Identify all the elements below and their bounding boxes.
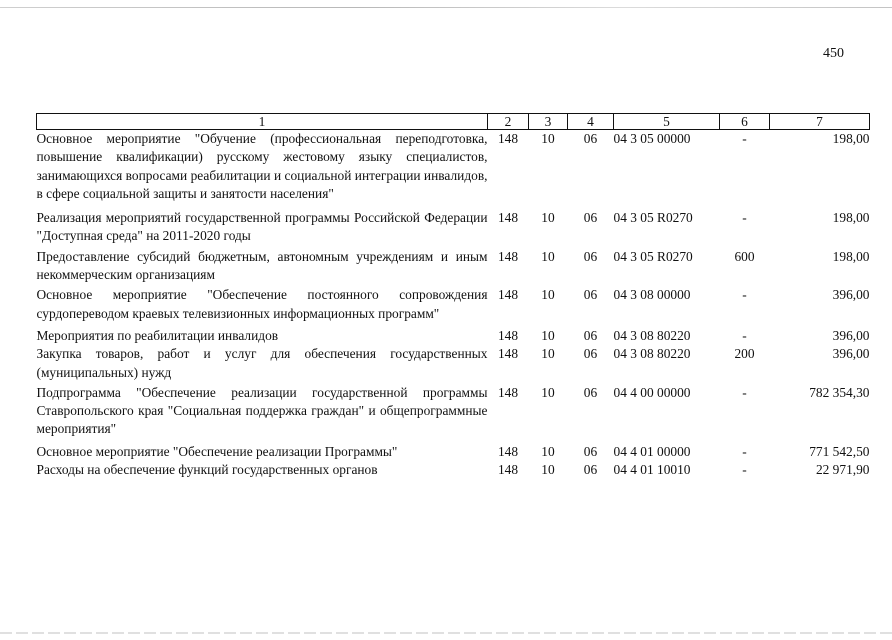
row-expense-type: 200 [734,346,755,362]
row-name: Подпрограмма "Обеспечение реализации государственной программы Ставропольского края "Социальная поддержка граждан" и общепрограммные мероприятия" [36,384,488,437]
page-number: 450 [823,46,844,61]
row-amount: 198,00 [832,131,870,146]
header-col-4: 4 [568,114,614,130]
row-program-code: 04 3 05 00000 [613,131,691,146]
row-expense-type: - [742,462,747,478]
row-amount: 396,00 [832,346,870,362]
row-ministry-code: 148 [497,287,519,303]
row-name: Основное мероприятие "Обеспечение реализации Программы" [36,443,398,459]
row-ministry-code: 148 [497,248,519,264]
row-name: Основное мероприятие "Обучение (профессиональная переподготовка, повышение квалификации) русскому жестовому языку специалистов, занимающихся вопросами реабилитации и социальной интеграции инвалидов, в сфере социальной защиты и занятости населения" [36,131,488,201]
row-name: Мероприятия по реабилитации инвалидов [36,327,279,343]
row-subsection-code: 06 [583,248,598,264]
row-ministry-code: 148 [497,131,519,146]
row-expense-type: - [742,287,747,303]
header-col-2: 2 [488,114,529,130]
row-program-code: 04 3 05 R0270 [613,248,693,264]
row-expense-type: - [742,384,747,400]
row-subsection-code: 06 [583,131,598,146]
row-subsection-code: 06 [583,384,598,400]
row-program-code: 04 4 01 10010 [613,462,691,478]
row-section-code: 10 [541,384,555,400]
row-name: Предоставление субсидий бюджетным, автономным учреждениям и иным некоммерческим организациям [36,248,488,283]
row-expense-type: - [742,327,747,343]
table-body [37,130,870,480]
table-row [37,345,870,384]
row-section-code: 10 [541,131,555,146]
row-section-code: 10 [541,287,555,303]
row-ministry-code: 148 [497,384,519,400]
header-col-5: 5 [614,114,720,130]
row-expense-type: - [742,210,747,226]
row-section-code: 10 [541,462,555,478]
row-name: Основное мероприятие "Обеспечение постоянного сопровождения сурдопереводом краевых телевизионных информационных программ" [36,287,488,321]
row-ministry-code: 148 [497,346,519,362]
header-col-3: 3 [529,114,568,130]
row-section-code: 10 [541,346,555,362]
table-row [37,209,870,248]
row-program-code: 04 3 05 R0270 [613,210,693,226]
table-header [37,114,870,130]
row-subsection-code: 06 [583,443,598,459]
table-row [37,443,870,461]
row-program-code: 04 3 08 80220 [613,346,691,362]
table-row [37,327,870,345]
row-ministry-code: 148 [497,443,519,459]
row-program-code: 04 4 00 00000 [613,384,691,400]
row-ministry-code: 148 [497,462,519,478]
row-amount: 782 354,30 [809,384,870,400]
row-subsection-code: 06 [583,346,598,362]
header-col-6: 6 [720,114,770,130]
row-amount: 396,00 [832,287,870,303]
row-expense-type: 600 [734,248,755,264]
row-expense-type: - [742,131,747,146]
row-name: Закупка товаров, работ и услуг для обеспечения государственных (муниципальных) нужд [36,346,488,380]
row-amount: 22 971,90 [815,462,870,478]
row-program-code: 04 4 01 00000 [613,443,691,459]
row-amount: 198,00 [832,248,870,264]
row-amount: 771 542,50 [809,443,870,459]
row-name: Реализация мероприятий государственной программы Российской Федерации "Доступная среда" на 2011-2020 годы [36,210,488,244]
row-section-code: 10 [541,327,555,343]
table-row [37,384,870,443]
row-name: Расходы на обеспечение функций государственных органов [36,462,378,478]
row-section-code: 10 [541,248,555,264]
header-col-1: 1 [37,114,488,130]
row-ministry-code: 148 [497,327,519,343]
header-col-7: 7 [770,114,870,130]
table-row [37,130,870,210]
row-program-code: 04 3 08 80220 [613,327,691,343]
scan-edge-bottom [0,632,892,634]
row-expense-type: - [742,443,747,459]
row-subsection-code: 06 [583,327,598,343]
table-row [37,461,870,479]
row-section-code: 10 [541,210,555,226]
row-subsection-code: 06 [583,462,598,478]
row-subsection-code: 06 [583,210,598,226]
row-subsection-code: 06 [583,287,598,303]
budget-table [36,113,870,479]
row-section-code: 10 [541,443,555,459]
scan-edge-top [0,7,892,8]
header-row [37,114,870,130]
table-row [37,286,870,327]
row-ministry-code: 148 [497,210,519,226]
row-amount: 198,00 [832,210,870,226]
row-amount: 396,00 [832,327,870,343]
row-program-code: 04 3 08 00000 [613,287,691,303]
table-row [37,248,870,287]
